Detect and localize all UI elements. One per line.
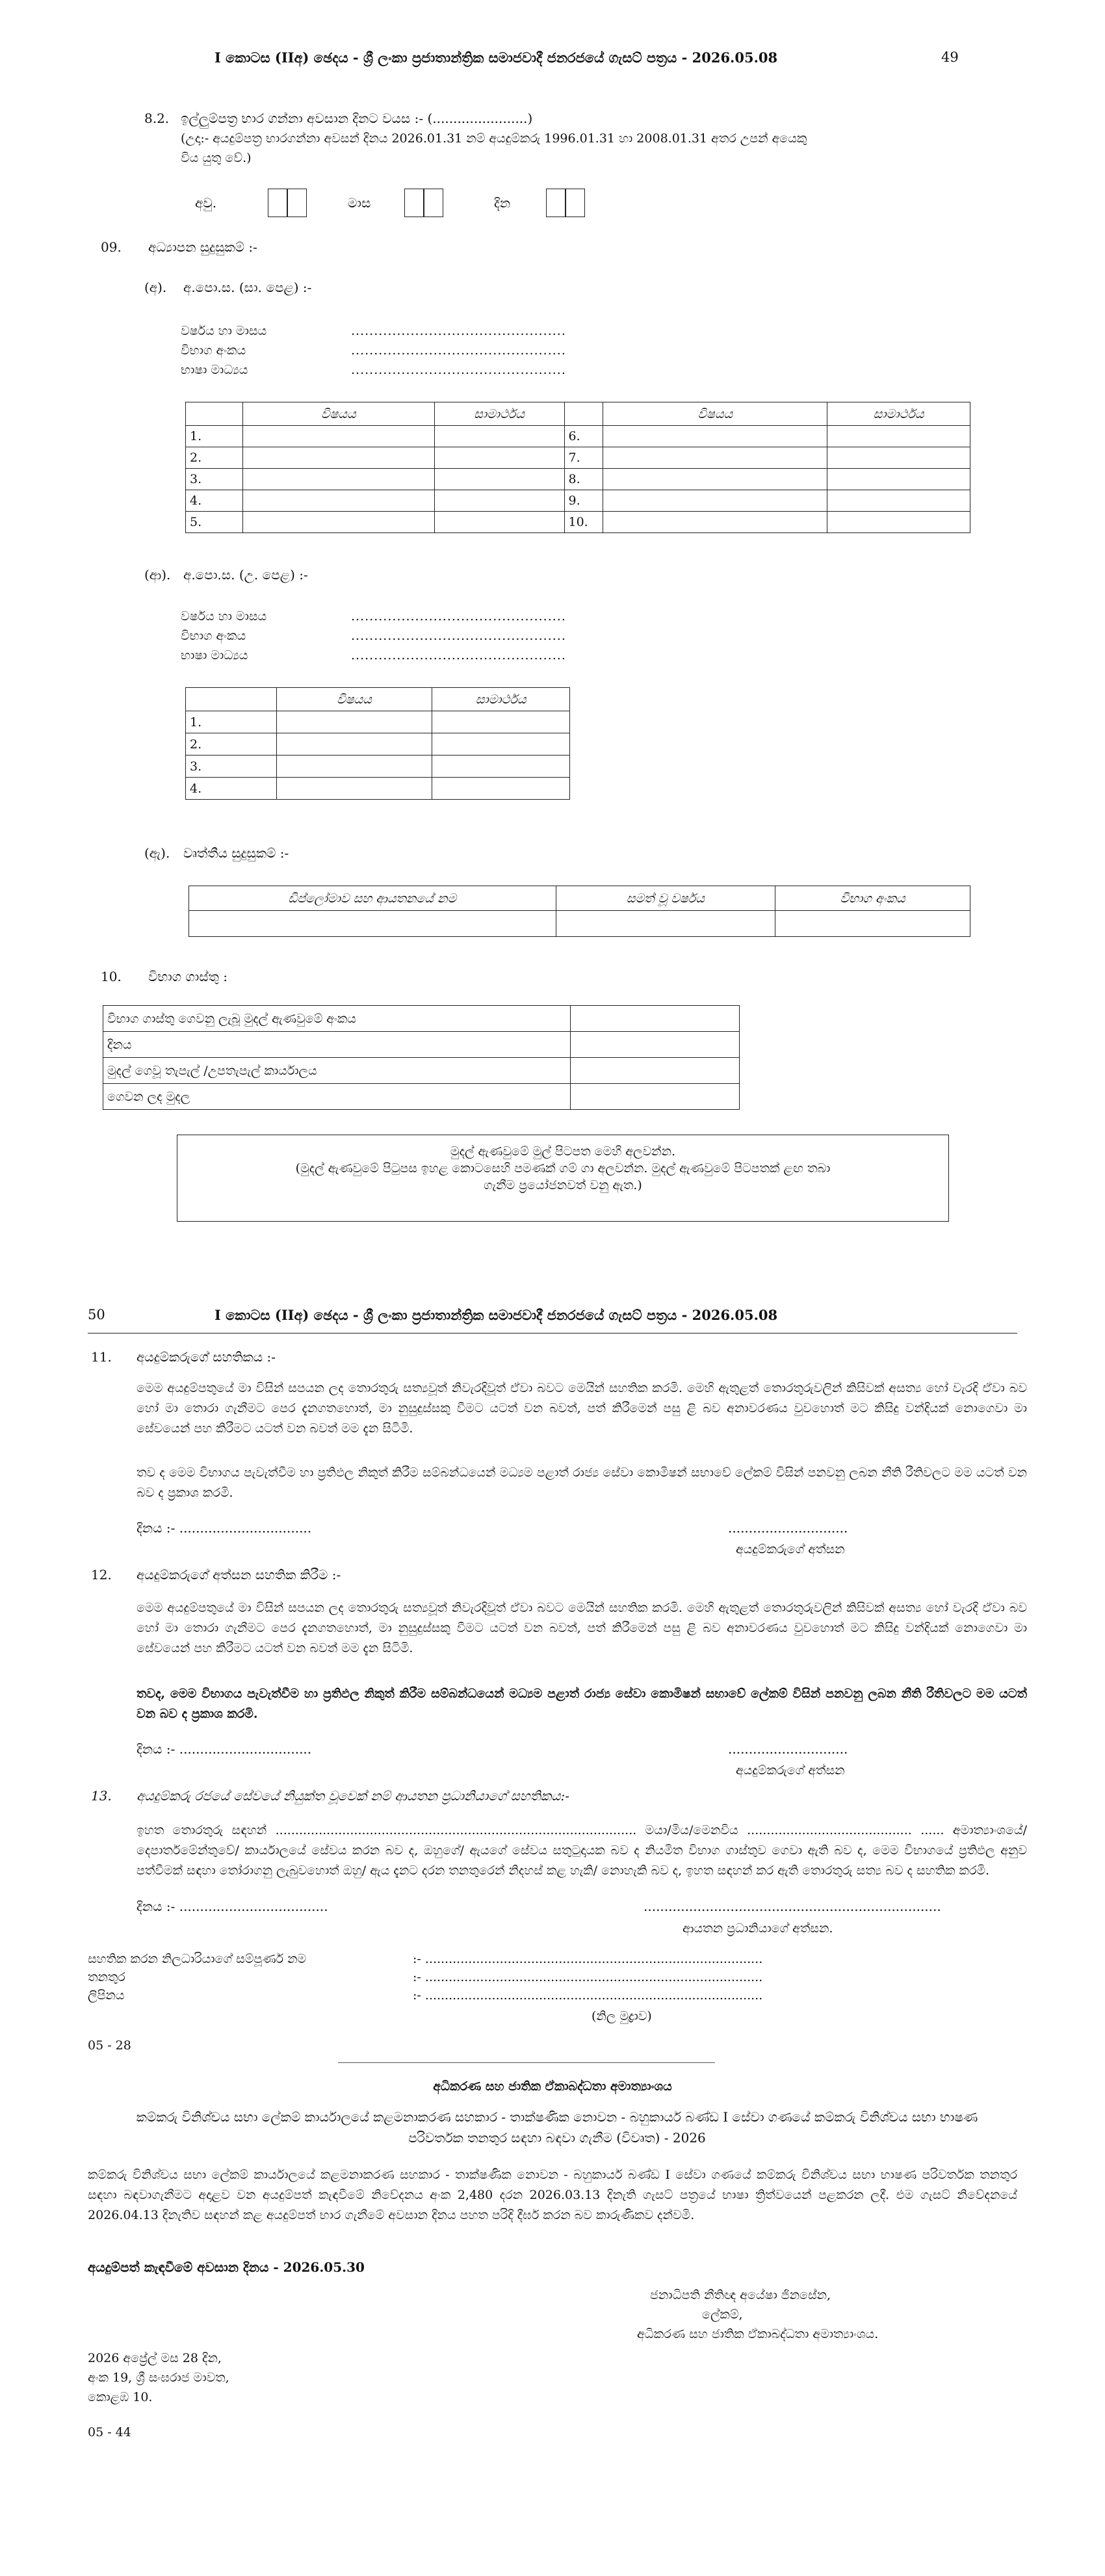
al-index-field[interactable]: ............................................... (351, 629, 566, 643)
table-row (186, 711, 570, 733)
receipt-note-2: ගැනීම ප්‍රයෝජනවත් වනු ඇත.) (484, 1178, 642, 1192)
issue-date: 2026 අප්‍රේල් මස 28 දින, (88, 2351, 222, 2365)
page-header: I කොටස (IIඅ) ඡෙදය - ශ්‍රී ලංකා ප්‍රජාතාන්ත්‍රික සමාජවාදී ජනරජයේ ගැසට් පත්‍රය - 2026.05.08 (214, 1307, 778, 1323)
row-number: 4. (186, 778, 277, 800)
years-box-2[interactable] (287, 189, 307, 217)
ol-medium-label: භාෂා මාධ්‍යය (181, 363, 248, 377)
ol-results-table (185, 402, 970, 533)
certifying-officer-name-field[interactable]: :- ...................................................................................... (413, 1952, 763, 1966)
months-label: මාස (348, 195, 371, 211)
age-line: ඉල්ලුම්පත්‍ර භාර ගන්නා අවසාන දිනට වයස :- (.......................) (181, 111, 533, 126)
index-number-header: විභාග අංකය (775, 886, 970, 911)
table-row (186, 447, 970, 469)
al-medium-field[interactable]: ............................................... (351, 648, 566, 663)
ol-subject-header-1: විෂයය (242, 402, 434, 426)
table-row (186, 490, 970, 512)
attestation-signature-field[interactable]: ............................. (728, 1741, 848, 1757)
reference-number-2: 05 - 44 (88, 2425, 131, 2439)
ol-year-month-field[interactable]: ............................................... (351, 324, 566, 338)
months-box-2[interactable] (424, 189, 443, 217)
age-example-line: (උදා:- අයදුම්පත්‍ර භාරගන්නා අවසන් දිනය 2026.01.31 නම් අයදුම්කරු 1996.01.31 හා 2008.01.31 අතර උපන් අයෙකු (181, 131, 807, 146)
row-number: 6. (564, 426, 603, 447)
row-number: 1. (186, 426, 243, 447)
ol-subject-header-2: විෂයය (603, 402, 827, 426)
row-number: 4. (186, 490, 243, 512)
ol-index-label: විභාග අංකය (181, 343, 246, 358)
page-number: 49 (941, 49, 959, 65)
ol-index-field[interactable]: ............................................... (351, 343, 566, 358)
city: කොළඹ 10. (88, 2390, 153, 2404)
education-title: අධ්‍යාපන සුදුසුකම් :- (148, 239, 257, 255)
section-8-2-number: 8.2. (144, 111, 170, 126)
row-number: 2. (186, 447, 243, 469)
row-number: 7. (564, 447, 603, 469)
row-number: 9. (564, 490, 603, 512)
row-number: 3. (186, 756, 277, 778)
ol-title: අ.පො.ස. (සා. පෙළ) :- (183, 280, 312, 295)
signatory-title: ලේකම්, (702, 2307, 743, 2322)
head-of-institution-paragraph: ඉහත තොරතුරු සඳහන් ............................................................................................ මයා/මිය/මෙනවිය .......................................... ...... අමාත්‍යාංශයේ/ දෙපාර්තමේන්තුවේ/ කාර්යාලයේ සේවය කරන බව ද, ඔහුගේ/ ඇයගේ සේවය සතුටුදායක බව ද නියමිත විභාග ගාස්තුව ගෙවා ඇති බව ද, මෙම විභාගයේ ප්‍රතිඵල අනුව පත්වීමක් සඳහා තෝරාගනු ලැබුවහොත් ඔහු/ ඇය දැනට දරන තනතුරෙන් නිදහස් කළ හැකි/ නොහැකි බව ද, ඉහත සඳහන් කර ඇති තොරතුරු සත්‍ය බව ද සහතික කරමි. (136, 1823, 1027, 1878)
fees-title: විභාග ගාස්තු : (148, 969, 228, 984)
applicant-date-field[interactable]: දිනය :- ................................ (136, 1520, 312, 1536)
address-block (88, 2348, 229, 2407)
al-medium-label: භාෂා මාධ්‍යය (181, 648, 248, 663)
al-results-table (185, 687, 570, 800)
street-address: අංක 19, ශ්‍රී සංඝරාජ මාවත, (88, 2371, 229, 2385)
signatory-ministry: අධිකරණ සහ ජාතික ඒකාබද්ධතා අමාත්‍යාංශය. (637, 2327, 879, 2341)
section-11-number: 11. (91, 1349, 112, 1365)
days-box-1[interactable] (546, 189, 566, 217)
section-divider (338, 2062, 715, 2063)
address-label: ලිපිනය (88, 1988, 125, 2003)
closing-date: අයදුම්පත් කැඳවීමේ අවසාන දිනය - 2026.05.30 (88, 2259, 365, 2275)
signature-attestation-title: අයදුම්කරුගේ අත්සන සහතික කිරීම :- (136, 1567, 341, 1583)
table-row (103, 1006, 740, 1032)
money-order-paste-box (177, 1135, 949, 1222)
head-signature-label: ආයතන ප්‍රධානියාගේ අත්සන. (682, 1921, 833, 1936)
head-date-field[interactable]: දිනය :- .................................... (136, 1899, 328, 1914)
table-row (186, 778, 570, 800)
applicant-certificate-title: අයදුම්කරුගේ සහතිකය :- (136, 1349, 276, 1365)
days-box-2[interactable] (566, 189, 585, 217)
address-field[interactable]: :- ...................................................................................... (413, 1988, 763, 2003)
head-of-institution-title: අයදුම්කරු රජයේ සේවයේ නියුක්ත වූවෙක් නම් ආයතන ප්‍රධානියාගේ සහතිකය:- (136, 1788, 569, 1804)
table-row (186, 733, 570, 756)
professional-table (188, 886, 970, 937)
row-number: 2. (186, 733, 277, 756)
signature-attestation-paragraph-2: තවද, මෙම විභාගය පැවැත්වීම හා ප්‍රතිඵල නිකුත් කිරීම සම්බන්ධයෙන් මධ්‍යම පළාත් රාජ්‍ය සේවා කොමිෂන් සභාවේ ලේකම් විසින් පනවනු ලබන නීති රීතිවලට මම යටත් වන බව ද ප්‍රකාශ කරමි. (136, 1687, 1027, 1721)
header-rule (88, 1333, 1017, 1334)
days-label: දින (494, 195, 511, 211)
applicant-certificate-paragraph-2: තව ද මෙම විභාගය පැවැත්වීම හා ප්‍රතිඵල නිකුත් කිරීම සම්බන්ධයෙන් මධ්‍යම පළාත් රාජ්‍ය සේවා කොමිෂන් සභාවේ ලේකම් විසින් පනවනු ලබන නීති රීතිවලට මම යටත් වන බව ද ප්‍රකාශ කරමි. (136, 1465, 1027, 1500)
row-number: 10. (564, 512, 603, 533)
fees-table (103, 1005, 740, 1110)
notice-title: කම්කරු විනිශ්චය සභා ලේකම් කාර්යාලයේ කළමනාකරණ සහකාර - තාක්ෂණික නොවන - බහුකාර්ය බණ්ඩ I සේවා ගණයේ කම්කරු විනිශ්චය සභා භාෂණ පරිවර්තක තනතුර සඳහා බඳවා ගැනීම (විවෘත) - 2026 (136, 2109, 978, 2146)
signatory-block (637, 2285, 879, 2344)
table-row (103, 1032, 740, 1058)
applicant-certificate-paragraph-1: මෙම අයදුම්පතුයේ මා විසින් සපයන ලද තොරතුරු සත්‍යවූත් නිවැරදිවූත් ඒවා බවට මෙයින් සහතික කරමි. මෙහි ඇතුළත් තොරතුරුවලින් කිසිවක් අසත්‍ය හෝ වැරදි ඒවා බව හෝ මා තොරා ගැනීමට පෙර දැනගතහොත්, මා නුසුදුස්සකු වීමට යටත් වන බවත්, පත් කිරීමෙන් පසු ළි බව අනාවරණය වුවහොත් මට කිසිදු වන්දියක් නොගෙවා මා සේවයෙන් පහ කිරීමට යටත් වන බවත් මම දැන සිටිමි. (136, 1381, 1027, 1436)
page-number: 50 (88, 1307, 105, 1322)
ministry-heading: අධිකරණ සහ ජාතික ඒකාබද්ධතා අමාත්‍යාංශය (433, 2079, 672, 2094)
reference-number: 05 - 28 (88, 2038, 131, 2053)
table-row (186, 426, 970, 447)
row-number: 8. (564, 469, 603, 490)
fee-date-label: දිනය (103, 1032, 571, 1058)
al-index-label: විභාග අංකය (181, 629, 246, 643)
professional-label: (ඇ). (144, 845, 170, 861)
al-title: අ.පො.ස. (උ. පෙළ) :- (183, 567, 308, 583)
notice-body: කම්කරු විනිශ්චය සභා ලේකම් කාර්යාලයේ කළමනාකරණ සහකාර - තාක්ෂණික නොවන - බහුකාර්ය බණ්ඩ I සේවා ගණයේ කම්කරු විනිශ්චය සභා භාෂණ පරිවර්තක තනතුර සඳහා බඳවාගැනීමට අදාළව වන අයදුම්පත් කැඳවීමේ නිවේදනය අංක 2,480 දරන 2026.03.13 දිනැති ගැසට් පත්‍රයේ භාෂා ත්‍රිත්වයෙන් පළකරන ලදී. එම ගැසට් නිවේදනයේ 2026.04.13 දිනැතිව සඳහන් කළ අයදුම්පත් භාර ගැනීමේ අවසාන දිනය පහත පරිදි දීර්ඝ කරන බව කාරුණිකව දන්වමි. (88, 2168, 1017, 2222)
money-order-number-label: විභාග ගාස්තු ගෙවනු ලැබූ මුදල් ඇණවුමේ අංකය (103, 1006, 571, 1032)
al-year-month-label: වර්ෂය හා මාසය (181, 609, 267, 624)
ol-year-month-label: වර්ෂය හා මාසය (181, 324, 267, 338)
table-row (189, 911, 970, 937)
al-grade-header: සාමාර්ථය (432, 688, 570, 711)
receipt-instruction: මුදල් ඇණවුමේ මුල් පිටපත මෙහි අලවන්න. (450, 1144, 676, 1159)
years-box-1[interactable] (268, 189, 287, 217)
page-header: I කොටස (IIඅ) ඡෙදය - ශ්‍රී ලංකා ප්‍රජාතාන්ත්‍රික සමාජවාදී ජනරජයේ ගැසට් පත්‍රය - 2026.05.08 (214, 49, 778, 66)
table-row (186, 512, 970, 533)
table-row (103, 1084, 740, 1110)
signature-attestation-paragraph-1: මෙම අයදුම්පතුයේ මා විසින් සපයන ලද තොරතුරු සත්‍යවූත් නිවැරදිවූත් ඒවා බවට මෙයින් සහතික කරමි. මෙහි ඇතුළත් තොරතුරුවලින් කිසිවක් අසත්‍ය හෝ වැරදි ඒවා බව හෝ මා තොරා ගැනීමට පෙර දැනගතහොත්, මා නුසුදුස්සකු වීමට යටත් වන බවත්, පත් කිරීමෙන් පසු ළි බව අනාවරණය වුවහොත් මට කිසිදු වන්දියක් නොගෙවා මා සේවයෙන් පහ කිරීමට යටත් වන බවත් මම දැන සිටිමි. (136, 1601, 1027, 1655)
signatory-name: ජනාධිපති නීතිඥ අයේෂා ජිනසේන, (650, 2288, 831, 2302)
designation-label: තනතුර (88, 1970, 125, 1984)
receipt-note: (මුදල් ඇණවුමේ පිටුපස ඉහළ කොටසෙහි පමණක් ගම් ගා අලවන්න. මුදල් ඇණවුමේ පිටපතක් ළඟ තබා (295, 1161, 831, 1176)
post-office-label: මුදල් ගෙවූ තැපැල් /උපතැපැල් කාර්යාලය (103, 1058, 571, 1084)
table-row (186, 756, 570, 778)
professional-title: වෘත්තීය සුදුසුකම් :- (183, 845, 289, 861)
table-row (103, 1058, 740, 1084)
row-number: 3. (186, 469, 243, 490)
head-signature-field[interactable]: ........................................................................ (644, 1899, 941, 1914)
certifying-officer-name-label: සහතික කරන නිලධාරියාගේ සම්පූර්ණ නම (88, 1952, 307, 1966)
passed-year-header: සමත් වූ වර්ෂය (556, 886, 775, 911)
section-10-number: 10. (101, 969, 122, 984)
row-number: 1. (186, 711, 277, 733)
section-09-number: 09. (101, 239, 122, 255)
al-year-month-field[interactable]: ............................................... (351, 609, 566, 624)
applicant-signature-label: අයදුම්කරුගේ අත්සන (736, 1542, 845, 1557)
al-subject-header: විෂයය (276, 688, 432, 711)
row-number: 5. (186, 512, 243, 533)
official-seal-label: (නිල මුද්‍රාව) (592, 2009, 652, 2023)
ol-label: (අ). (144, 280, 167, 295)
al-label: (ආ). (144, 567, 171, 583)
age-example-line-2: විය යුතු වේ.) (181, 151, 252, 165)
ol-grade-header-2: සාමාර්ථය (827, 402, 970, 426)
section-13-number: 13. (91, 1788, 112, 1804)
diploma-institute-header: ඩිප්ලෝමාව සහ ආයතනයේ නම (189, 886, 556, 911)
attestation-signature-label: අයදුම්කරුගේ අත්සන (736, 1763, 845, 1778)
ol-grade-header-1: සාමාර්ථය (434, 402, 564, 426)
applicant-signature-field[interactable]: ............................. (728, 1520, 848, 1536)
designation-field[interactable]: :- ...................................................................................... (413, 1970, 763, 1984)
years-label: අවු. (195, 195, 217, 211)
section-12-number: 12. (91, 1567, 112, 1583)
table-row (186, 469, 970, 490)
months-box-1[interactable] (404, 189, 424, 217)
attestation-date-field[interactable]: දිනය :- ................................ (136, 1741, 312, 1757)
amount-paid-label: ගෙවන ලද මුදල (103, 1084, 571, 1110)
ol-medium-field[interactable]: ............................................... (351, 363, 566, 377)
